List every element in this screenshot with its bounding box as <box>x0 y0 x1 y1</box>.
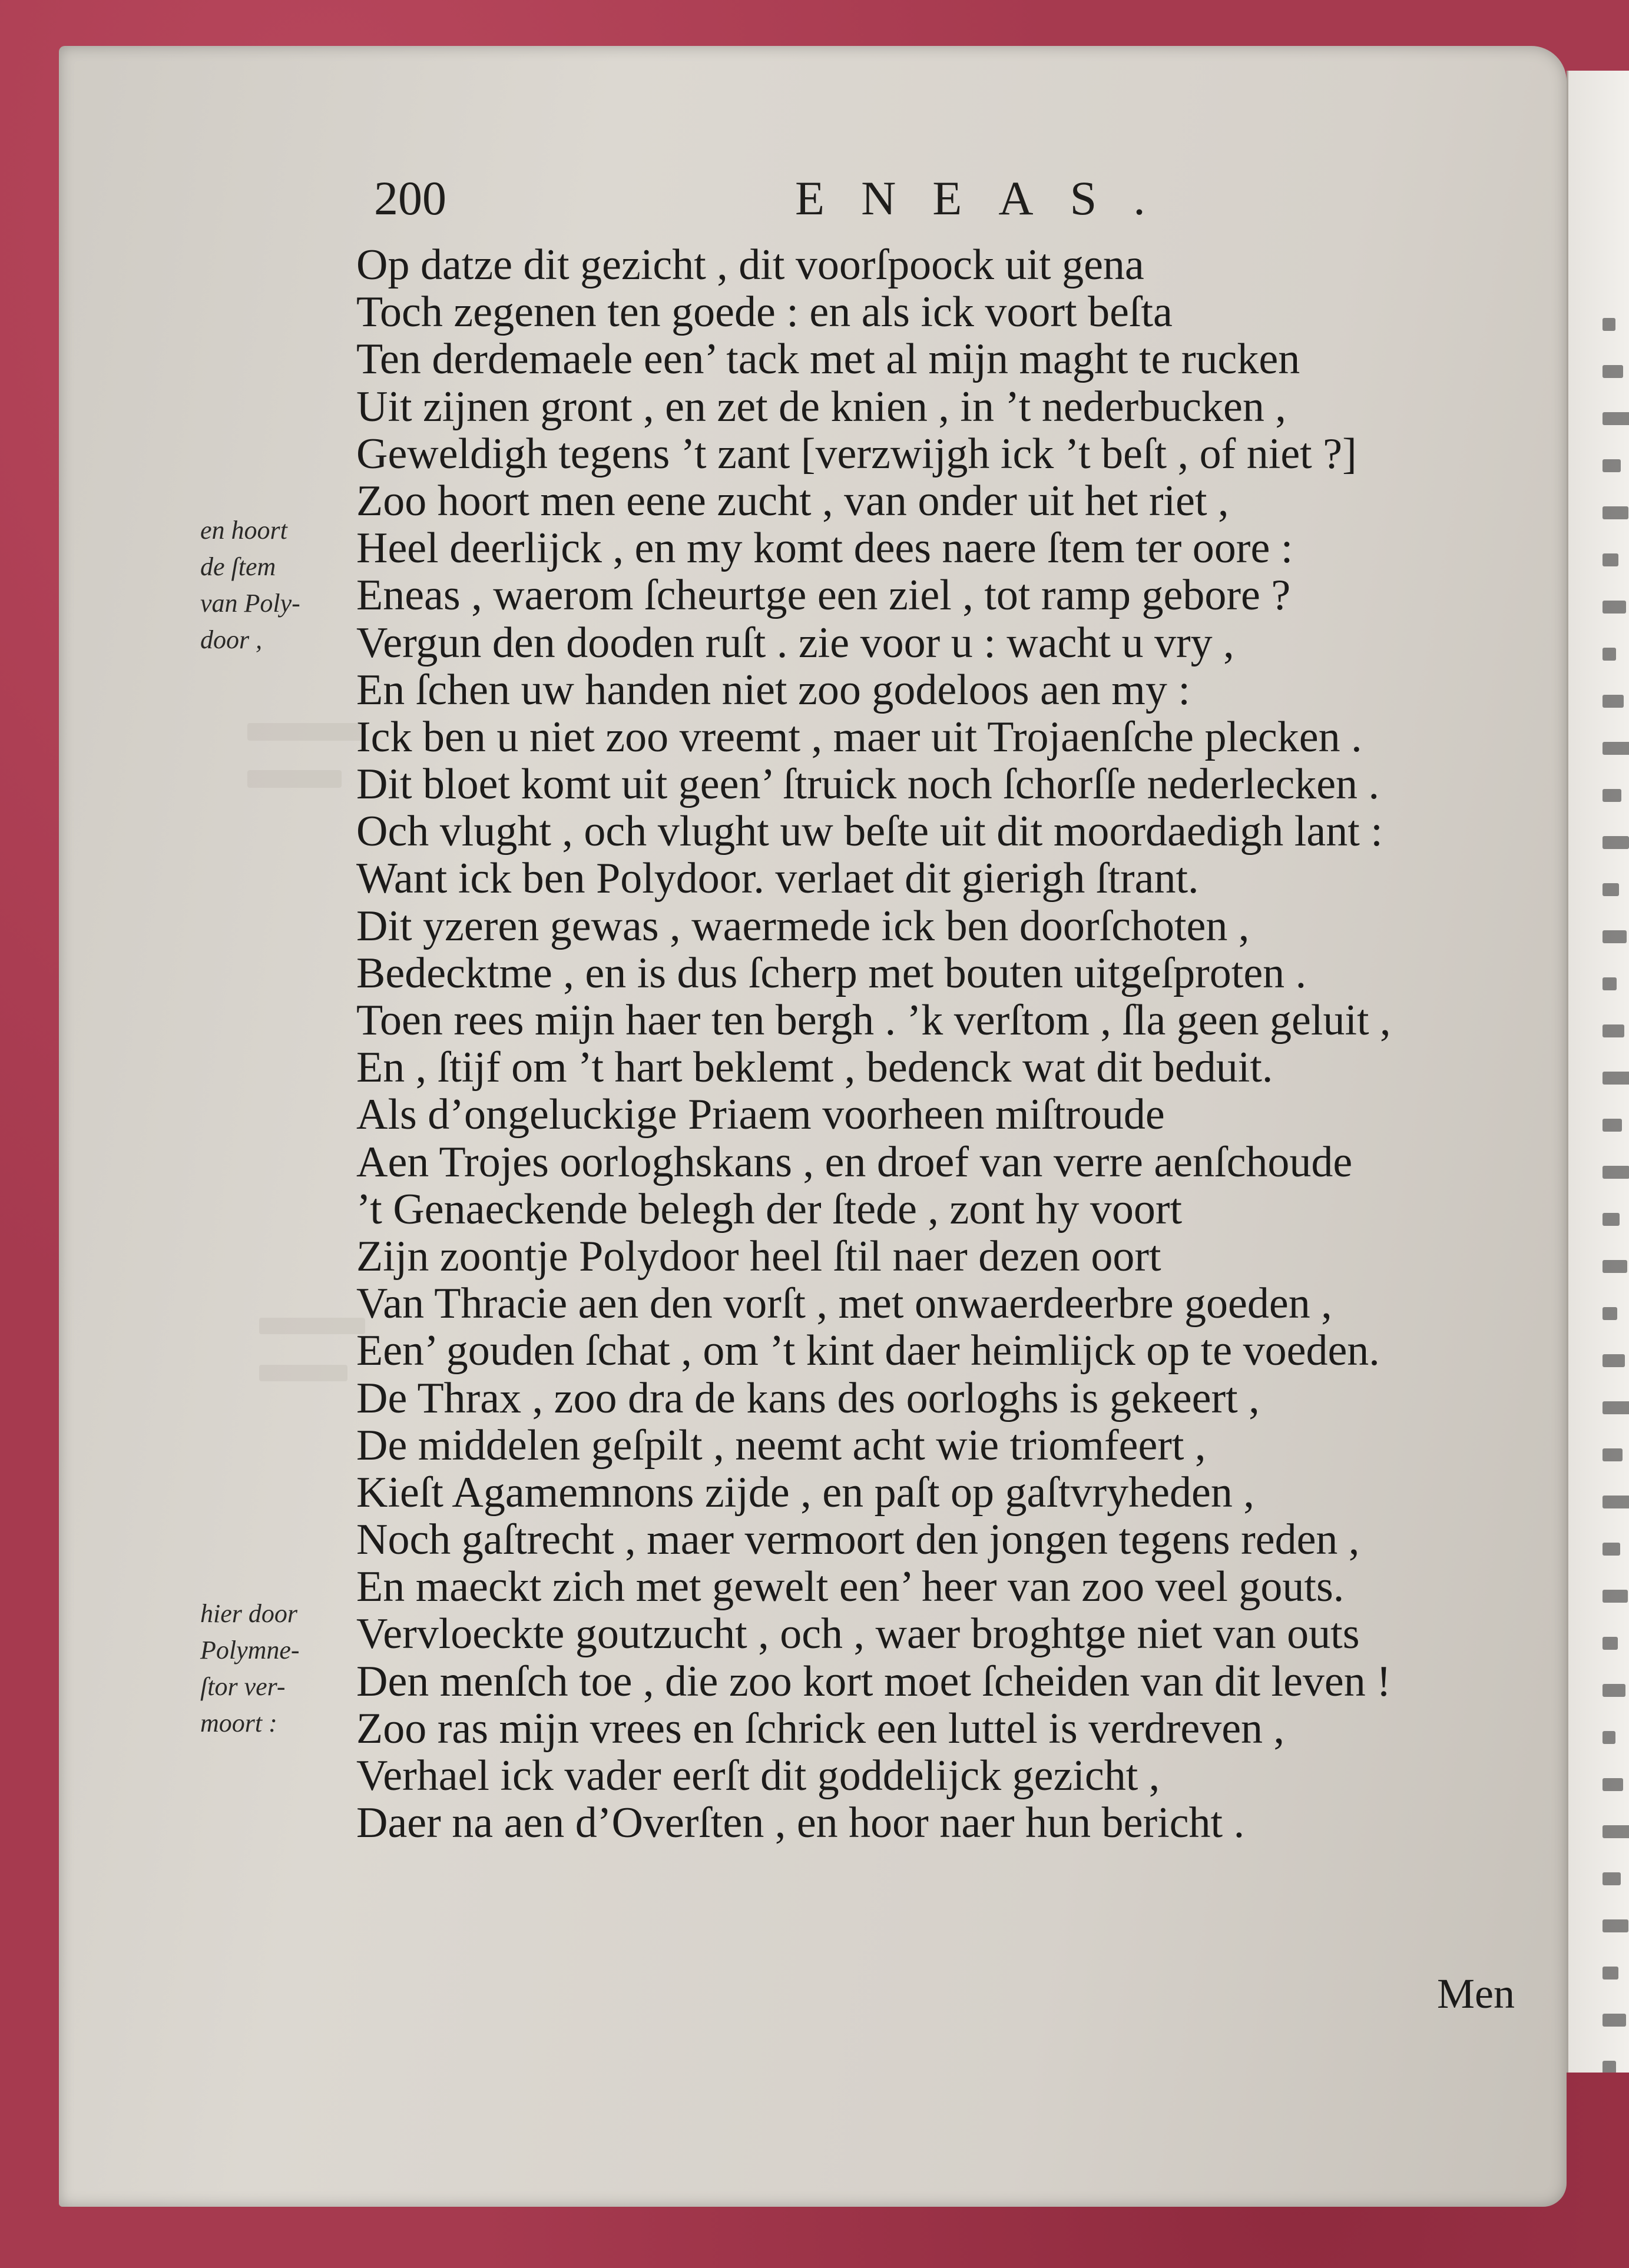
verse-line: Als d’ongeluckige Priaem voorheen miſtroude <box>356 1090 1165 1139</box>
margin-note-line: door , <box>200 625 263 654</box>
show-through-text <box>247 770 342 788</box>
facing-page-text-fragment <box>1602 1684 1625 1697</box>
verse-line: En ſchen uw handen niet zoo godeloos aen my : <box>356 665 1190 714</box>
verse-line: Eneas , waerom ſcheurtge een ziel , tot ramp gebore ? <box>356 571 1291 620</box>
verse-line: Ick ben u niet zoo vreemt , maer uit Trojaenſche plecken . <box>356 712 1362 761</box>
page-number: 200 <box>374 171 446 225</box>
verse-line: ’t Genaeckende belegh der ſtede , zont hy voort <box>356 1185 1183 1234</box>
facing-page-text-fragment <box>1602 506 1628 519</box>
facing-page-text-fragment <box>1602 1590 1628 1603</box>
verse-line: Dit bloet komt uit geen’ ſtruick noch ſchorſſe nederlecken . <box>356 760 1380 809</box>
facing-page-text-fragment <box>1602 1731 1615 1744</box>
facing-page-text-fragment <box>1602 1448 1623 1461</box>
verse-line: Geweldigh tegens ’t zant [verzwijgh ick ’t beſt , of niet ?] <box>356 429 1357 478</box>
facing-page-text-fragment <box>1602 1119 1622 1132</box>
verse-line: Van Thracie aen den vorſt , met onwaerdeerbre goeden , <box>356 1279 1332 1328</box>
verse-line: Zijn zoontje Polydoor heel ſtil naer dezen oort <box>356 1232 1161 1281</box>
facing-page-text-fragment <box>1602 695 1624 708</box>
verse-line: Op datze dit gezicht , dit voorſpoock uit gena <box>356 241 1144 289</box>
facing-page-text-fragment <box>1602 1872 1621 1885</box>
facing-page-text-fragment <box>1602 601 1626 614</box>
show-through-text <box>259 1365 347 1381</box>
verse-line: Bedecktme , en is dus ſcherp met bouten uitgeſproten . <box>356 949 1307 997</box>
facing-page-text-fragment <box>1602 1307 1617 1320</box>
running-title: ENEAS. <box>795 171 1182 225</box>
facing-page-text-fragment <box>1602 1260 1627 1273</box>
facing-page-text-fragment <box>1602 412 1629 425</box>
verse-line: Vergun den dooden ruſt . zie voor u : wacht u vry , <box>356 618 1234 667</box>
verse-line: En , ſtijf om ’t hart beklemt , bedenck wat dit beduit. <box>356 1043 1273 1092</box>
verse-line: Kieſt Agamemnons zijde , en paſt op gaſtvryheden , <box>356 1468 1254 1517</box>
verse-line: Toen rees mijn haer ten bergh . ’k verſtom , ſla geen geluit , <box>356 996 1391 1045</box>
verse-line: Dit yzeren gewas , waermede ick ben doorſchoten , <box>356 901 1250 950</box>
margin-note-line: hier door <box>200 1599 297 1628</box>
show-through-text <box>259 1318 365 1334</box>
margin-note-line: en hoort <box>200 516 287 545</box>
facing-page-text-fragment <box>1602 1024 1624 1037</box>
facing-page-text-fragment <box>1602 977 1617 990</box>
facing-page-text-fragment <box>1602 318 1615 331</box>
facing-page-text-fragment <box>1602 2014 1626 2027</box>
verse-line: Heel deerlijck , en my komt dees naere ſtem ter oore : <box>356 524 1293 573</box>
facing-page-text-fragment <box>1602 1825 1629 1838</box>
catchword: Men <box>1437 1970 1515 2017</box>
margin-note-line: Polymne- <box>200 1636 300 1664</box>
facing-page-text-fragment <box>1602 1072 1629 1085</box>
facing-page-text-fragment <box>1602 1637 1618 1650</box>
facing-page-text-fragment <box>1602 1354 1625 1367</box>
verse-line: Daer na aen d’Overſten , en hoor naer hun bericht . <box>356 1799 1245 1848</box>
facing-page-edge <box>1567 71 1629 2073</box>
page-header <box>0 171 1629 236</box>
margin-note-polymnestor <box>200 1596 342 1742</box>
facing-page-text-fragment <box>1602 459 1621 472</box>
facing-page-text-fragment <box>1602 1213 1620 1226</box>
facing-page-text-fragment <box>1602 2061 1616 2073</box>
facing-page-text-fragment <box>1602 1543 1620 1556</box>
facing-page-text-fragment <box>1602 1919 1628 1932</box>
margin-note-line: van Poly- <box>200 589 300 618</box>
verse-line: Zoo ras mijn vrees en ſchrick een luttel is verdreven , <box>356 1704 1285 1753</box>
verse-line: Ten derdemaele een’ tack met al mijn maght te rucken <box>356 335 1300 384</box>
margin-note-line: ſtor ver- <box>200 1672 286 1701</box>
verse-line: De Thrax , zoo dra de kans des oorloghs is gekeert , <box>356 1374 1260 1423</box>
facing-page-text-fragment <box>1602 1778 1623 1791</box>
facing-page-text-fragment <box>1602 648 1616 661</box>
facing-page-text-fragment <box>1602 1401 1629 1414</box>
verse-line: Een’ gouden ſchat , om ’t kint daer heimlijck op te voeden. <box>356 1327 1380 1375</box>
verse-line: Den menſch toe , die zoo kort moet ſcheiden van dit leven ! <box>356 1657 1391 1706</box>
facing-page-text-fragment <box>1602 789 1621 802</box>
margin-note-line: moort : <box>200 1709 277 1738</box>
verse-line: Want ick ben Polydoor. verlaet dit gierigh ſtrant. <box>356 854 1199 903</box>
facing-page-text-fragment <box>1602 742 1629 755</box>
facing-page-text-fragment <box>1602 930 1627 943</box>
verse-line: Aen Trojes oorloghskans , en droef van verre aenſchoude <box>356 1138 1353 1186</box>
facing-page-text-fragment <box>1602 883 1619 896</box>
verse-line: Toch zegenen ten goede : en als ick voort beſta <box>356 288 1173 337</box>
show-through-text <box>247 723 365 741</box>
verse-line: Och vlught , och vlught uw beſte uit dit moordaedigh lant : <box>356 807 1383 856</box>
facing-page-text-fragment <box>1602 1967 1618 1979</box>
verse-line: Uit zijnen gront , en zet de knien , in ’t nederbucken , <box>356 382 1286 431</box>
verse-text <box>356 241 1546 1846</box>
verse-line: De middelen geſpilt , neemt acht wie triomfeert , <box>356 1421 1206 1470</box>
facing-page-text-fragment <box>1602 1496 1629 1508</box>
verse-line: Noch gaſtrecht , maer vermoort den jongen tegens reden , <box>356 1516 1360 1564</box>
verse-line: Vervloeckte goutzucht , och , waer broghtge niet van outs <box>356 1610 1360 1659</box>
facing-page-text-fragment <box>1602 836 1629 849</box>
margin-note-line: de ſtem <box>200 552 276 581</box>
facing-page-text-fragment <box>1602 365 1623 378</box>
verse-line: En maeckt zich met gewelt een’ heer van zoo veel gouts. <box>356 1563 1345 1612</box>
facing-page-text-fragment <box>1602 1166 1629 1179</box>
margin-note-polydoor <box>200 512 342 658</box>
verse-line: Zoo hoort men eene zucht , van onder uit het riet , <box>356 476 1229 525</box>
verse-line: Verhael ick vader eerſt dit goddelijck gezicht , <box>356 1752 1160 1800</box>
facing-page-text-fragment <box>1602 553 1618 566</box>
